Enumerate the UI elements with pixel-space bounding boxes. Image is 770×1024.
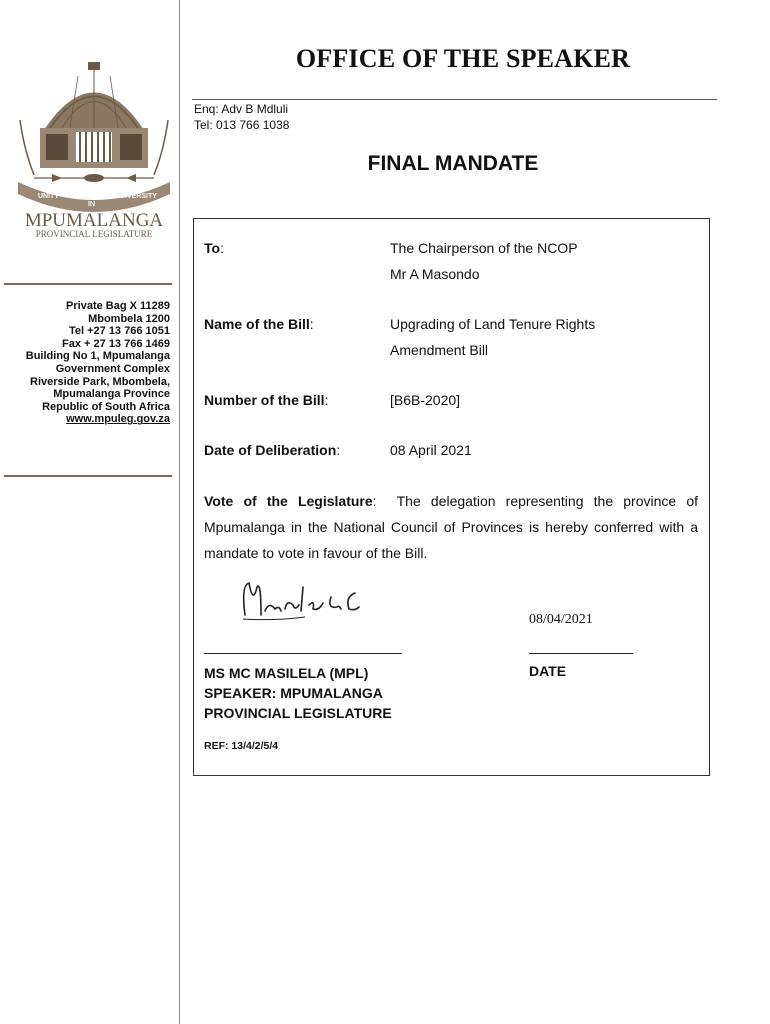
sidebar-rule-top [4,283,172,285]
address-line: Mpumalanga Province [53,388,170,401]
address-line: Private Bag X 11289 [66,300,170,312]
enquiry-line: Enq: Adv B Mdluli [194,102,289,116]
bill-name-label: Name of the Bill: [204,316,314,332]
handwritten-signature [235,575,385,625]
to-value [390,235,578,287]
reference-number: REF: 13/4/2/5/4 [204,740,279,752]
vote-text: The delegation representing the province of Mpumalanga in the National Council of Provinces is hereby conferred with a mandate to vote in favour of the Bill. [204,493,699,561]
sidebar-divider [179,0,180,1024]
deliberation-date: 08 April 2021 [390,442,472,458]
address-line: Building No 1, Mpumalanga [25,350,170,363]
date-label: DATE [529,663,567,679]
signer-org: PROVINCIAL LEGISLATURE [204,705,392,721]
address-line: Government Complex [55,362,170,375]
signature-date: 08/04/2021 [529,612,593,627]
svg-text:MPUMALANGA: MPUMALANGA [24,210,164,231]
postal-address [0,300,170,426]
date-line [529,653,633,654]
signer-block [204,663,392,723]
contact-block [194,101,289,133]
legislature-logo [14,60,174,242]
bill-name-value [390,311,595,363]
address-line: Tel +27 13 766 1051 [68,325,170,338]
to-label: To: [204,240,224,256]
signer-name: MS MC MASILELA (MPL) [204,665,369,681]
bill-name-line: Upgrading of Land Tenure Rights [390,316,596,332]
deliberation-label: Date of Deliberation: [204,442,341,458]
recipient-name: Mr A Masondo [390,266,480,282]
svg-text:PROVINCIAL LEGISLATURE: PROVINCIAL LEGISLATURE [35,229,153,239]
recipient-title: The Chairperson of the NCOP [390,240,578,256]
vote-label: Vote of the Legislature [204,493,373,509]
website-link[interactable]: www.mpuleg.gov.za [66,413,170,426]
signature-line [204,653,402,654]
telephone-line: Tel: 013 766 1038 [194,118,290,132]
bill-name-line: Amendment Bill [390,342,489,358]
svg-text:UNITY: UNITY [38,193,59,200]
document-title: FINAL MANDATE [367,152,539,175]
header-rule [192,99,717,100]
office-title: OFFICE OF THE SPEAKER [295,44,631,73]
svg-text:DIVERSITY: DIVERSITY [120,193,157,200]
bill-number-label: Number of the Bill: [204,392,329,408]
address-line: Fax + 27 13 766 1469 [62,337,170,350]
bill-number-value: [B6B-2020] [390,392,461,408]
vote-paragraph: Vote of the Legislature: The delegation representing the province of Mpumalanga in the National Council of Provinces is hereby conferred with a mandate to vote in favour of the Bill. [204,493,699,561]
sidebar-rule-bottom [4,475,172,477]
address-line: Riverside Park, Mbombela, [30,375,170,388]
address-line: Mbombela 1200 [88,312,170,325]
signer-title: SPEAKER: MPUMALANGA [204,685,383,701]
svg-text:IN: IN [88,201,95,208]
address-line: Republic of South Africa [42,400,170,413]
